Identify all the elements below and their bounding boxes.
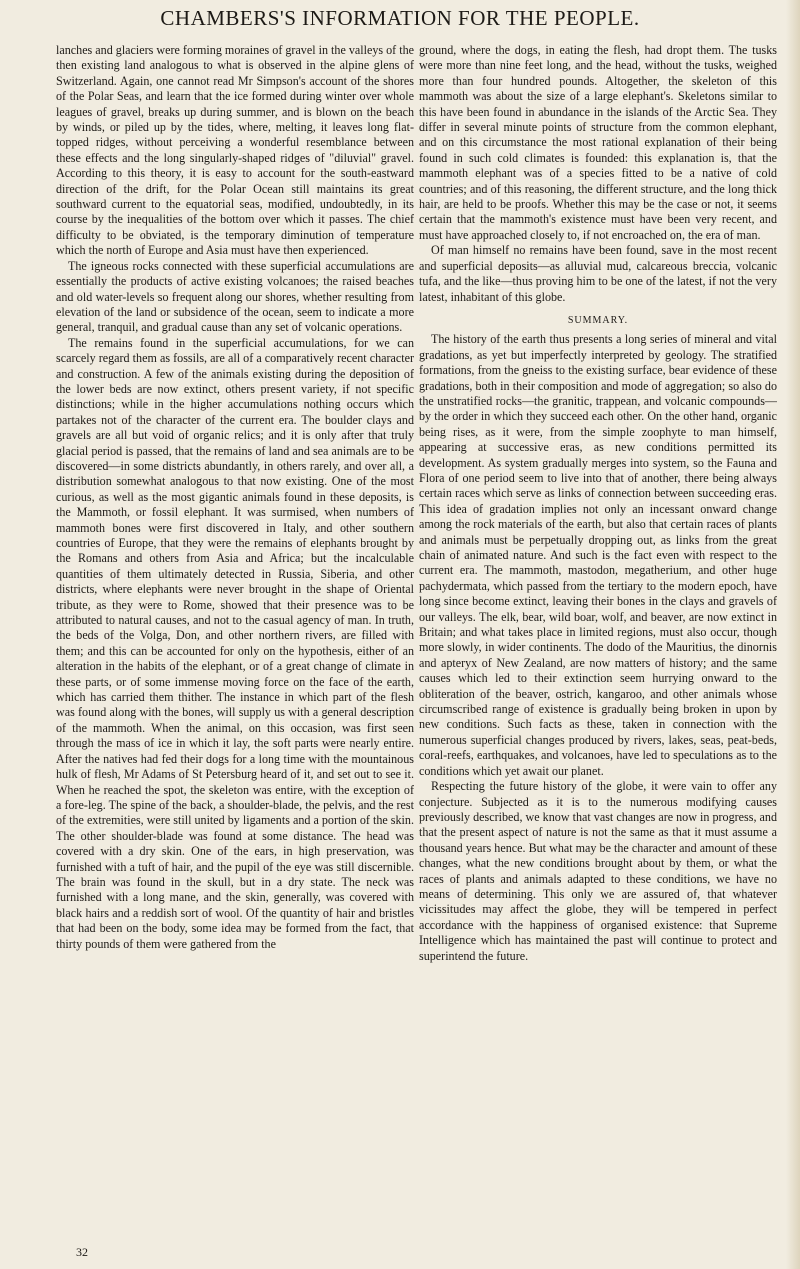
right-column bbox=[419, 43, 777, 1243]
section-heading: SUMMARY. bbox=[567, 314, 629, 326]
left-column bbox=[56, 43, 414, 1243]
left-paragraph: lanches and glaciers were forming moraines of gravel in the valleys of the then existing land analogous to what is observed in the alpine glens of Switzerland. Again, one cannot read Mr Simpson's account of the shores of the Polar Seas, and learn that the ice formed during winter over whole leagues of gravel, breaks up during summer, and is blown on the beach by winds, or piled up by the tides, where, melting, it leaves long flat-topped ridges, without perceiving a wonderful resemblance between these effects and the long singularly-shaped ridges of "diluvial" gravel. According to this theory, it is easy to account for the south-eastward direction of the drift, for the Polar Ocean still maintains its great southward current to the equatorial seas, modified, undoubtedly, in its course by the inequalities of the bottom over which it passes. The chief difficulty to be obviated, is the temporary diminution of temperature which the north of Europe and Asia must have then experienced. bbox=[56, 43, 414, 258]
right-paragraph: Of man himself no remains have been found, save in the most recent and superficial deposits—as alluvial mud, calcareous breccia, volcanic tufa, and the like—thus proving him to be one of the latest, if not the very latest, inhabitant of this globe. bbox=[419, 243, 777, 304]
left-paragraph: The igneous rocks connected with these superficial accumulations are essentially the products of active existing volcanoes; the raised beaches and old water-levels so frequent along our shores, whether resulting from elevation of the land or subsidence of the ocean, seem to indicate a more general, tranquil, and gradual cause than any set of volcanic operations. bbox=[56, 258, 414, 335]
right-paragraph: The history of the earth thus presents a long series of mineral and vital gradations, as yet but imperfectly interpreted by geology. The stratified formations, from the gneiss to the existing surface, bear evidence of these gradations, both in their composition and mode of aggregation; so also do the unstratified rocks—the granitic, trappean, and volcanic compounds—by the order in which they succeed each other. On the other hand, organic being rises, as it were, from the simple zoophyte to man himself, appearing at successive eras, as new conditions permitted its development. As system gradually merges into system, so the Fauna and Flora of one period seem to live into that of another, there being always certain races which serve as links of connection between succeeding eras. This idea of gradation implies not only an incessant onward change among the rock materials of the earth, but also that certain races of plants and animals must be perpetually dropping out, as links from the great chain of animated nature. And such is the fact even with respect to the current era. The mammoth, mastodon, megatherium, and other huge pachydermata, which passed from the tertiary to the modern epoch, have long since become extinct, leaving their bones in the clays and gravels of our valleys. The elk, bear, wild boar, wolf, and beaver, are now extinct in Britain; and what takes place in limited regions, must also occur, though more slowly, in wider continents. The dodo of the Mauritius, the dinornis and apteryx of New Zealand, are now matters of history; and the same causes which led to their extinction seem hurrying onward to the obliteration of the beaver, ostrich, kangaroo, and other animals whose circumscribed range of existence is gradually being broken in upon by new conditions. Such facts as these, taken in connection with the numerous superficial changes produced by rivers, lakes, seas, peat-beds, coral-reefs, earthquakes, and volcanoes, have led to speculations as to the conditions which yet await our planet. bbox=[419, 332, 777, 778]
left-paragraph: The remains found in the superficial accumulations, for we can scarcely regard them as fossils, are all of a comparatively recent character and construction. A few of the animals existing during the deposition of the lower beds are now extinct, others present variety, if not specific distinctions; while in the higher accumulations nothing occurs which partakes not of the character of the current era. The boulder clays and gravels are all but void of organic relics; and it is only after that truly glacial period is passed, that the remains of land and sea animals are to be discovered—in some districts abundantly, in others rarely, and over all, a distribution somewhat analogous to that now existing. One of the most curious, as well as the most gigantic animals found in these deposits, is the Mammoth, or fossil elephant. It was surmised, when numbers of mammoth bones were first discovered in Italy, and other southern countries of Europe, that they were the remains of elephants brought by the Romans and others from Asia and Africa; but the incalculable quantities of them ultimately detected in Russia, Siberia, and other districts, where elephants were never brought in the shape of Oriental tribute, as they were to Rome, showed that their presence was to be attributed to natural causes, and not to the casual agency of man. In truth, the beds of the Volga, Don, and other northern rivers, are filled with them; and this can be accounted for only on the hypothesis, either of an alteration in the habits of the elephant, or of a great change of climate in these parts, or of some immense moving force on the face of the earth, which has carried them thither. The instance in which part of the flesh was found along with the bones, will supply us with a general description of the mammoth. When the animal, on this occasion, was first seen through the mass of ice in which it lay, the soft parts were nearly entire. After the natives had fed their dogs for a long time with the mountainous hulk of flesh, Mr Adams of St Petersburg heard of it, and set out to see it. When he reached the spot, the skeleton was entire, with the exception of a fore-leg. The spine of the back, a shoulder-blade, the pelvis, and the rest of the extremities, were still united by ligaments and a portion of the skin. The other shoulder-blade was found at some distance. The head was covered with a dry skin. One of the ears, in high preservation, was furnished with a tuft of hair, and the pupil of the eye was still discernible. The brain was found in the skull, but in a dry state. The neck was furnished with a long mane, and the skin, generally, was covered with black hairs and a reddish sort of wool. Of the quantity of hair and bristles that had been on the body, some idea may be formed from the fact, that thirty pounds of them were gathered from the bbox=[56, 335, 414, 951]
right-paragraph: Respecting the future history of the globe, it were vain to offer any conjecture. Subjected as it is to the numerous modifying causes previously described, we know that vast changes are now in progress, and that the present aspect of nature is not the same as that it must assume a thousand years hence. But what may be the character and amount of these changes, what the new conditions brought about by them, or what the races of plants and animals adapted to these conditions, we have no means of determining. This only we are assured of, that whatever vicissitudes may affect the globe, they will be tempered in perfect accordance with the happiness of organised existence: that Supreme Intelligence which has maintained the past will continue to protect and superintend the future. bbox=[419, 779, 777, 963]
running-head: CHAMBERS'S INFORMATION FOR THE PEOPLE. bbox=[160, 6, 640, 30]
right-paragraph: ground, where the dogs, in eating the flesh, had dropt them. The tusks were more than nine feet long, and the head, without the tusks, weighed more than four hundred pounds. Altogether, the skeleton of this mammoth was about the size of a large elephant's. Skeletons similar to this have been found in abundance in the islands of the Arctic Sea. They differ in several minute points of structure from the common elephant, and on this circumstance the most rational explanation of their being found in such cold climates is founded: this explanation is, that the mammoth elephant was of a species fitted to be a native of cold countries; and of this reasoning, the different structure, and the long thick hair, are held to be proofs. Whether this may be the case or not, it seems certain that the mammoth's existence must have been very recent, and must have approached closely to, if not encroached on, the era of man. bbox=[419, 43, 777, 242]
page-number: 32 bbox=[76, 1245, 88, 1259]
page-edge-shadow bbox=[786, 0, 800, 1269]
